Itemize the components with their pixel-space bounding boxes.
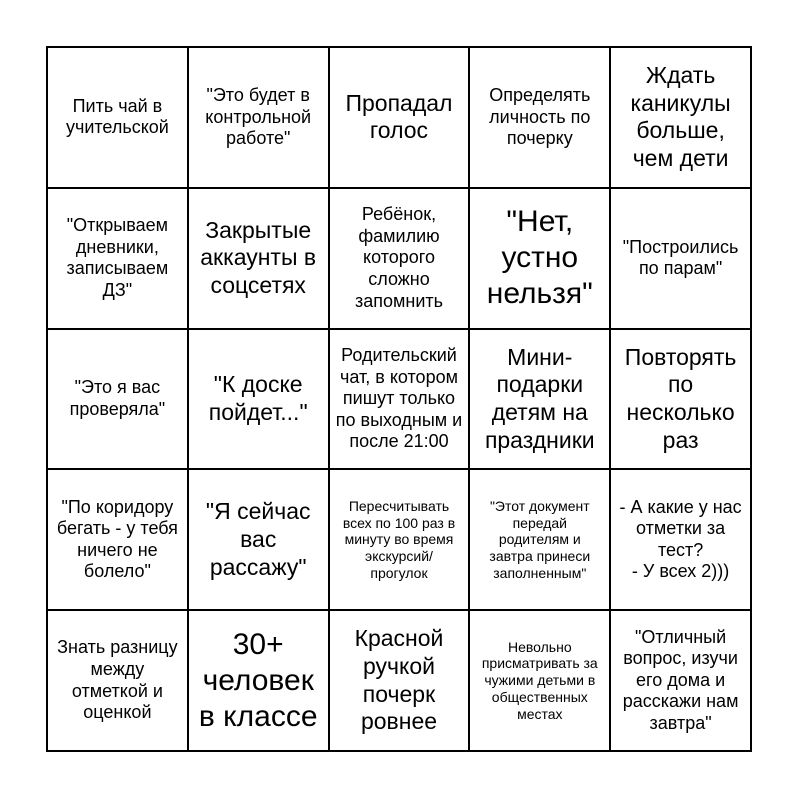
bingo-cell[interactable] — [329, 47, 470, 188]
cell-text: "Я сейчас вас рассажу" — [205, 498, 311, 580]
bingo-cell[interactable] — [610, 188, 751, 329]
cell-text: Невольно присматривать за чужими детьми в общественных местах — [481, 638, 598, 722]
cell-text: Повторять по несколько раз — [624, 343, 737, 453]
bingo-cell[interactable] — [610, 469, 751, 610]
bingo-cell[interactable] — [610, 610, 751, 751]
bingo-cell[interactable] — [610, 329, 751, 470]
cell-text: Знать разницу между отметкой и оценкой — [57, 637, 178, 723]
cell-text: "Открываем дневники, записываем ДЗ" — [66, 215, 169, 300]
cell-text: - А какие у нас отметки за тест? - У всех 2))) — [619, 496, 742, 582]
bingo-board — [46, 46, 752, 752]
bingo-cell[interactable] — [188, 47, 329, 188]
cell-text: Пропадал голос — [345, 89, 453, 144]
cell-text: "Это я вас проверяла" — [69, 377, 166, 419]
cell-text: "Это будет в контрольной работе" — [205, 85, 312, 149]
cell-text: Красной ручкой почерк ровнее — [354, 625, 444, 735]
bingo-cell[interactable] — [47, 469, 188, 610]
cell-text: Мини-подарки детям на праздники — [484, 343, 595, 453]
cell-text: "Нет, устно нельзя" — [486, 205, 593, 311]
bingo-cell[interactable] — [188, 188, 329, 329]
cell-text: Родительский чат, в котором пишут только по выходным и после 21:00 — [335, 345, 463, 452]
bingo-cell[interactable] — [188, 469, 329, 610]
bingo-cell[interactable] — [47, 188, 188, 329]
cell-text: Ребёнок, фамилию которого сложно запомнить — [354, 204, 443, 311]
bingo-cell[interactable] — [469, 329, 610, 470]
bingo-cell[interactable] — [469, 188, 610, 329]
cell-text: "Этот документ передай родителям и завтра принеси заполненным" — [489, 497, 591, 581]
bingo-cell[interactable] — [469, 469, 610, 610]
cell-text: Определять личность по почерку — [489, 85, 591, 149]
bingo-cell[interactable] — [610, 47, 751, 188]
bingo-cell[interactable] — [188, 329, 329, 470]
cell-text: Пересчитывать всех по 100 раз в минуту во время экскурсий/ прогулок — [342, 497, 456, 581]
bingo-cell[interactable] — [47, 329, 188, 470]
cell-text: "Построились по парам" — [622, 236, 739, 279]
cell-text: Ждать каникулы больше, чем дети — [630, 62, 731, 171]
bingo-cell[interactable] — [329, 469, 470, 610]
bingo-cell[interactable] — [329, 610, 470, 751]
bingo-cell[interactable] — [47, 610, 188, 751]
cell-text: 30+ человек в классе — [198, 627, 318, 733]
bingo-cell[interactable] — [329, 188, 470, 329]
cell-text: Пить чай в учительской — [65, 95, 169, 138]
bingo-cell[interactable] — [469, 610, 610, 751]
cell-text: Закрытые аккаунты в соцсетях — [200, 216, 317, 298]
bingo-cell[interactable] — [329, 329, 470, 470]
cell-text: "По коридору бегать - у тебя ничего не болело" — [56, 496, 178, 582]
bingo-cell[interactable] — [469, 47, 610, 188]
cell-text: "К доске пойдет..." — [208, 371, 308, 425]
bingo-cell[interactable] — [188, 610, 329, 751]
cell-text: "Отличный вопрос, изучи его дома и расскажи нам завтра" — [622, 626, 739, 733]
bingo-cell[interactable] — [47, 47, 188, 188]
